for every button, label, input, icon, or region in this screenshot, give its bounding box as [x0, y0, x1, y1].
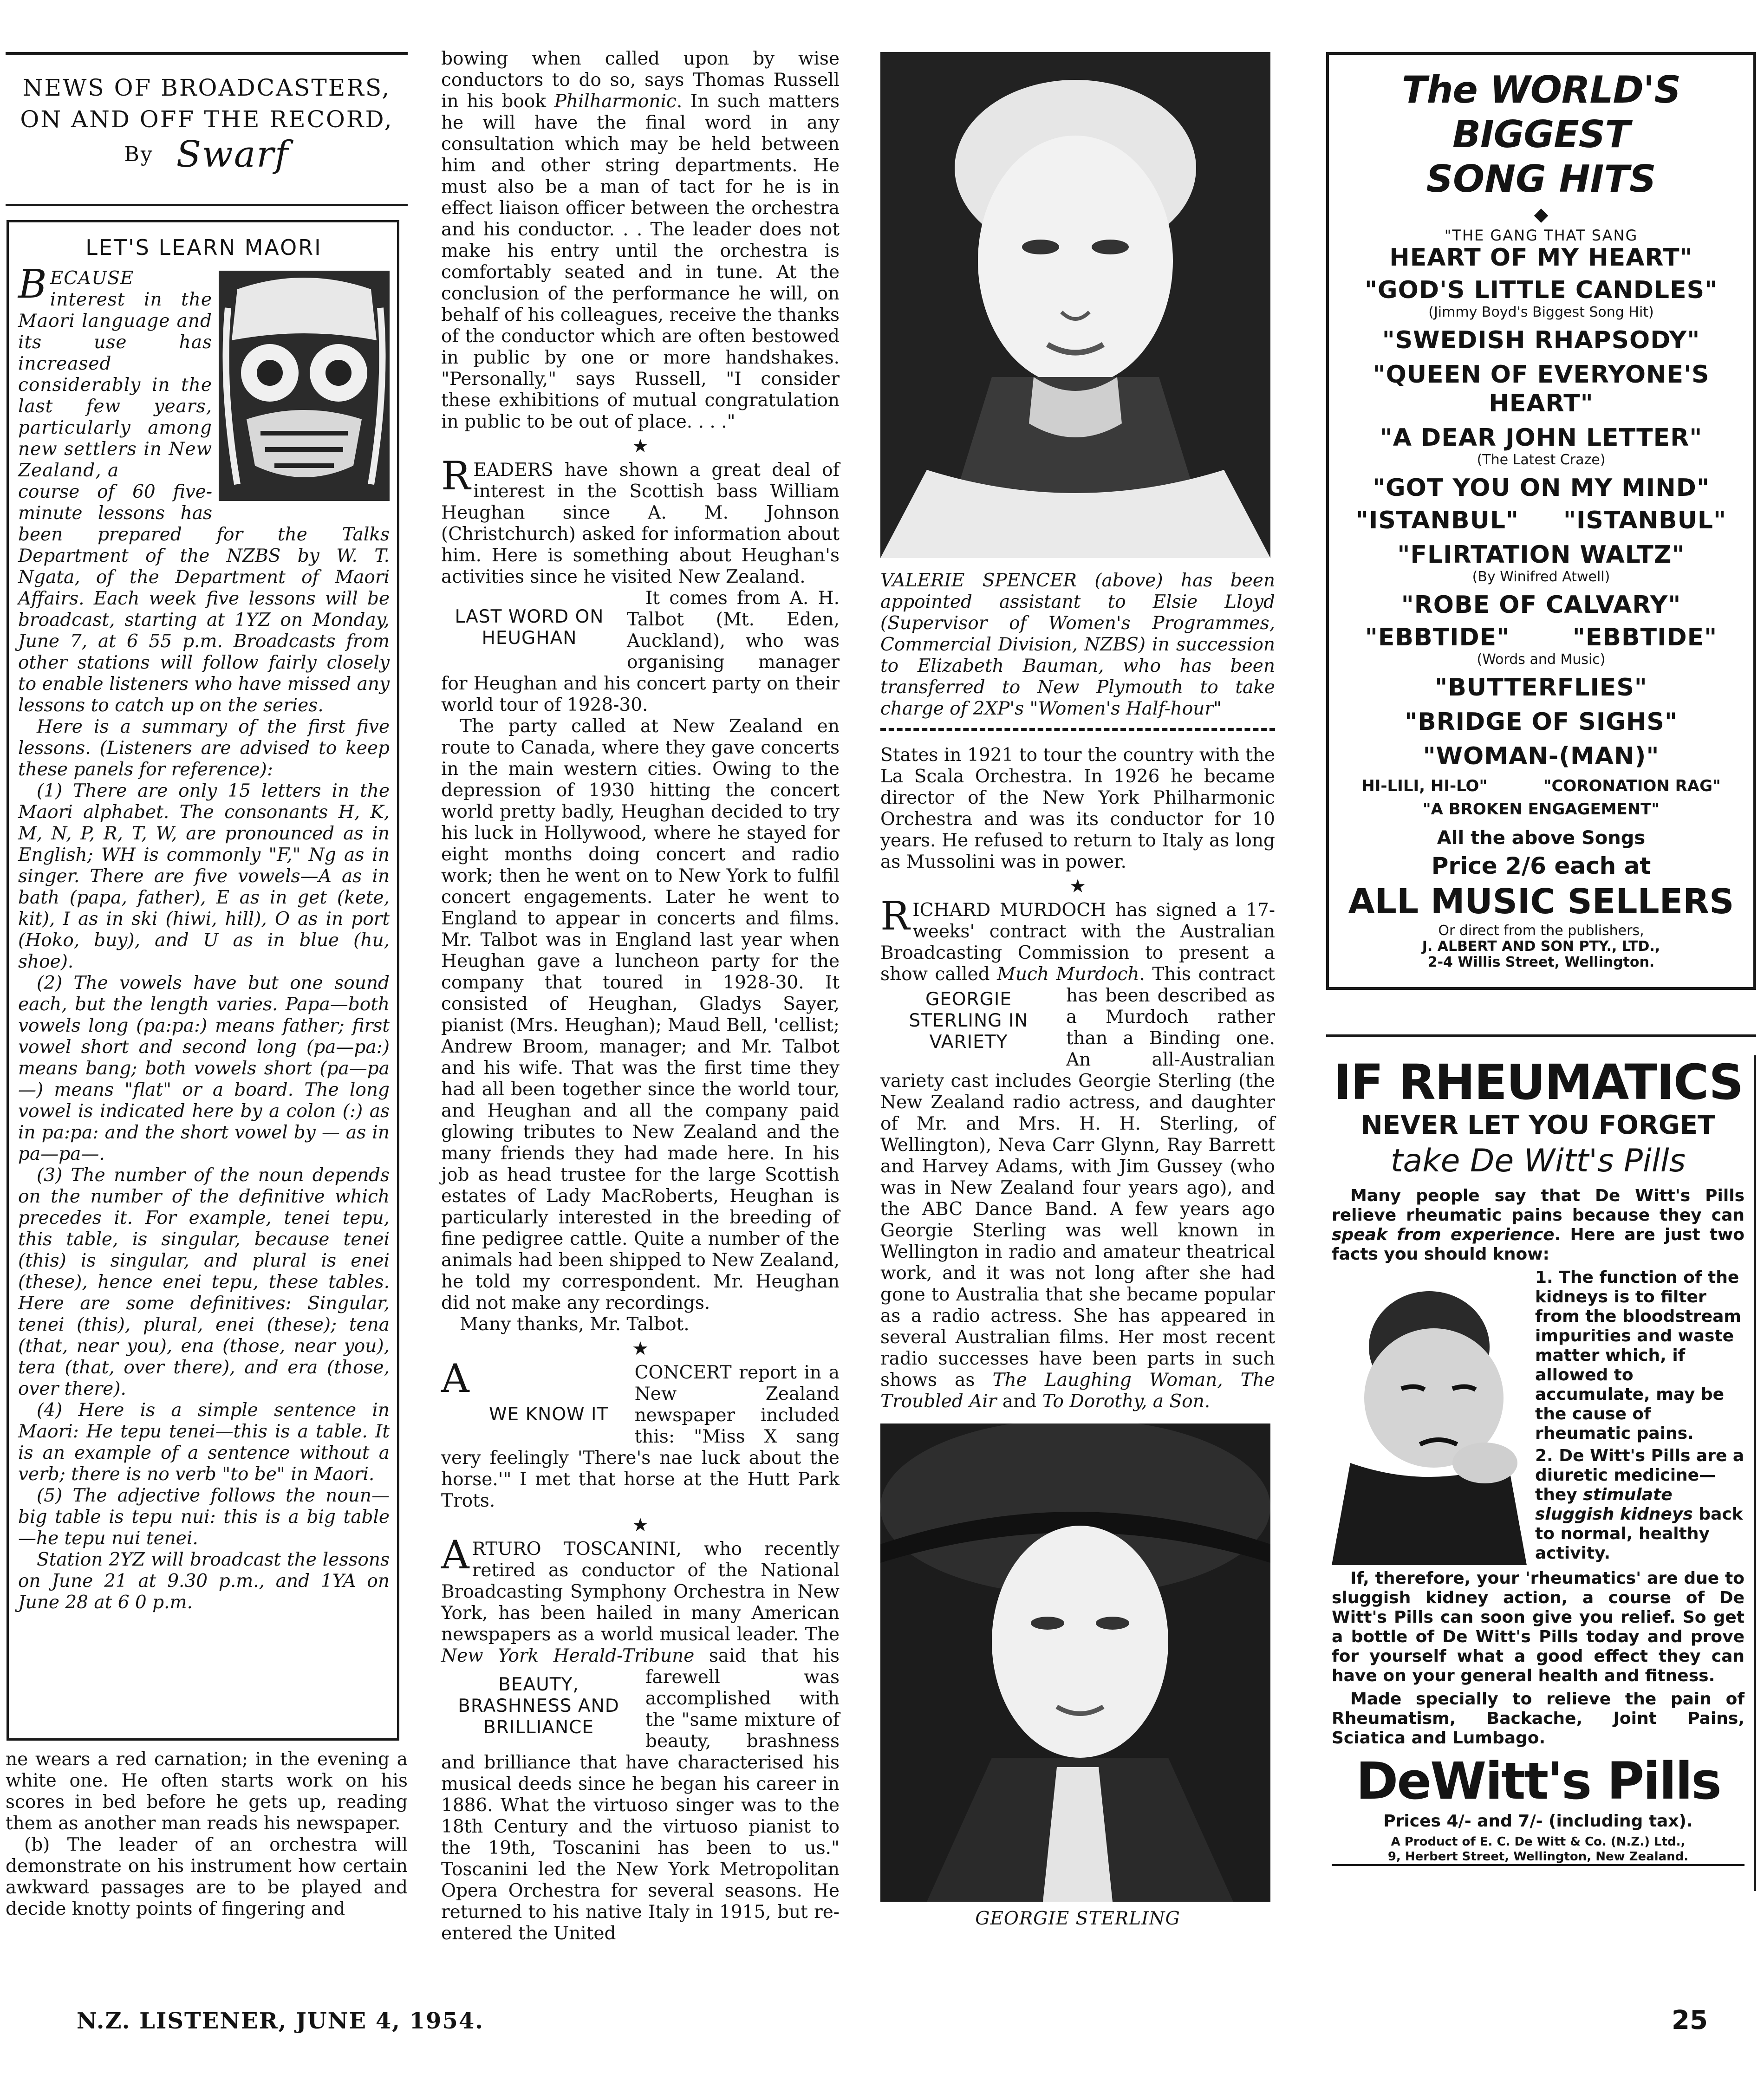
maori-carving [219, 271, 390, 501]
pills-prices: Prices 4/- and 7/- (including tax). [1383, 1812, 1693, 1831]
song-gang: "THE GANG THAT SANG [1444, 227, 1638, 244]
maori-lesson-3: (3) The number of the noun depends on the number of the definitive which precedes it. For example, tenei tepu, this table, is singular, because tenei (this) is singular, and plural is enei (these), hence enei tepu, these tables. Here are some definitives: Singular, tenei (this), plural, enei (these); tena (that, near you), ena (those, near you), tera (that, over there), and era (those, over there). [18, 1165, 390, 1399]
heughan-p1-text: EADERS have shown a great deal of interest in the Scottish bass William Heughan since A. M. Johnson (Christchurch) asked for information about him. Here is something about Heughan's activities since he visited New Zealand. [441, 460, 840, 587]
maori-intro-rest: course of 60 five-minute lessons has been prepared for the Talks Department of the NZBS by W. T. Ngata, of the Department of Maori Affairs. Each week five lessons will be broadcast, starting at 1YZ on Monday, June 7, at 6 55 p.m. Broadcasts from other stations will follow fairly closely to enable listeners who have missed any lessons to catch up on the series. [18, 481, 390, 716]
heughan-item [441, 453, 840, 1335]
georgie-sterling-photo [880, 1424, 1270, 1902]
pills-headline-1: IF RHEUMATICS [1333, 1055, 1743, 1111]
heughan-p3: The party called at New Zealand en route to Canada, where they gave concerts in the main western cities. Owing to the depression of 1930 hitting the concert world pretty badly, Heughan decided to try his luck in Hollywood, where he stayed for eight months doing concert and radio work; then he went on to New York to fulfil concert engagements. Later he went to England to appear in concerts and films. Mr. Talbot was in England last year when Heughan gave a luncheon party for the company that toured in 1928-30. It consisted of Heughan, Gladys Sayer, pianist (Mrs. Heughan); Maud Bell, 'cellist; Andrew Broom, manager; and Mr. Talbot and his wife. That was the first time they had all been together since the world tour, and Heughan and all the company paid glowing tributes to New Zealand and the many friends they had made here. In his job as head trustee for the large Scottish estates of Lady MacRoberts, Heughan is particularly interested in the breeding of fine pedigree cattle. Quite a number of the animals had been shipped to New Zealand, he told my correspondent. Mr. Heughan did not make any recordings. [441, 716, 840, 1313]
pills-intro [1332, 1186, 1744, 1264]
song-flirtation-sub: (By Winifred Atwell) [1472, 569, 1610, 585]
header-line-1: NEWS OF BROADCASTERS, [22, 74, 391, 101]
murdoch-item [880, 893, 1275, 1412]
song-bridge: "BRIDGE OF SIGHS" [1405, 708, 1678, 736]
pills-p3: If, therefore, your 'rheumatics' are due to sluggish kidney action, a course of De Witt's Pills can soon give you relief. So get a bottle of De Witt's Pills today and prove for yourself what a good effect they can have on your general health and fitness. [1332, 1569, 1744, 1685]
col1-bottom-p1: ne wears a red carnation; in the evening a white one. He often starts work on his scores in bed before he gets up, reading them as another man reads his newspaper. [6, 1749, 408, 1834]
murdoch-and: and [996, 1391, 1042, 1412]
col1-bottom-p2: (b) The leader of an orchestra will demonstrate on his instrument how certain awkward passages are to be played and decide knotty points of fingering and [6, 1834, 408, 1919]
concert-p1 [441, 1356, 840, 1512]
murdoch-last-show: To Dorothy, a Son. [1042, 1391, 1211, 1412]
toscanini-text-a: RTURO TOSCANINI, who recently retired as conductor of the National Broadcasting Symphony Orchestra in New York, has been hailed in many American newspapers as a world musical leader. The [441, 1539, 840, 1645]
song-swedish: "SWEDISH RHAPSODY" [1382, 326, 1700, 354]
maori-carving-image [219, 271, 390, 501]
star-divider: ★ [632, 436, 649, 457]
pills-fact-2-b: back to normal, healthy activity. [1535, 1505, 1743, 1563]
song-queen-1: "QUEEN OF EVERYONE'S [1373, 361, 1710, 389]
star-divider: ★ [632, 1338, 649, 1359]
song-butterflies: "BUTTERFLIES" [1435, 674, 1647, 702]
concert-drop-letter: A [441, 1356, 469, 1401]
maori-intro-text: ECAUSE interest in the Maori language and its use has increased considerably in the last few years, particularly among new settlers in New Zealand, a [18, 268, 212, 481]
page-number: 25 [1672, 2005, 1708, 2035]
leader-book-title: Philharmonic [554, 91, 677, 112]
pills-illustration [1332, 1268, 1527, 1565]
song-ebbtide [1334, 623, 1749, 652]
dewitts-ad [1326, 1055, 1756, 1891]
georgie-sterling-portrait [880, 1424, 1270, 1902]
concert-item [441, 1356, 840, 1512]
sterling-caption: GEORGIE STERLING [975, 1908, 1180, 1929]
maori-station: Station 2YZ will broadcast the lessons on June 21 at 9.30 p.m., and 1YA on June 28 at 6 0 p.m. [18, 1549, 390, 1613]
song-price: Price 2/6 each at [1431, 852, 1651, 879]
heughan-side-head: LAST WORD ON HEUGHAN [455, 606, 604, 649]
heughan-p1 [441, 453, 840, 588]
song-address: 2-4 Willis Street, Wellington. [1427, 954, 1655, 970]
pills-intro-a: Many people say that De Witt's Pills relieve rheumatic pains because they can [1332, 1186, 1744, 1225]
song-woman: "WOMAN-(MAN)" [1423, 742, 1660, 770]
song-coronation: "CORONATION RAG" [1543, 777, 1721, 795]
valerie-spencer-portrait [880, 52, 1270, 558]
song-dear-john-sub: (The Latest Craze) [1477, 452, 1606, 468]
song-ebbtide-2: "EBBTIDE" [1572, 624, 1718, 651]
toscanini-side-head: BEAUTY, BRASHNESS AND BRILLIANCE [458, 1674, 619, 1738]
concert-text: CONCERT report in a New Zealand newspaper included this: "Miss X sang very feelingly 'There's nae luck about the horse.'" I met that horse at the Hutt Park Trots. [441, 1362, 840, 1511]
column-4 [1322, 52, 1764, 1891]
song-istanbul-1: "ISTANBUL" [1355, 507, 1519, 534]
song-broken: "A BROKEN ENGAGEMENT" [1422, 800, 1660, 819]
toscanini-item [441, 1532, 840, 1944]
song-robe: "ROBE OF CALVARY" [1401, 591, 1681, 619]
maori-summary: Here is a summary of the first five lessons. (Listeners are advised to keep these panels for reference): [18, 716, 390, 780]
pills-product-1: A Product of E. C. De Witt & Co. (N.Z.) Ltd., [1391, 1835, 1686, 1849]
heughan-drop-letter: R [441, 453, 471, 499]
maori-box [7, 220, 399, 1741]
song-istanbul [1334, 506, 1749, 535]
maori-lesson-2: (2) The vowels have but one sound each, but the length varies. Papa—both vowels long (pa:pa:) means father; first vowel short and second long (pa—pa:) means bang; both vowels short (pa—pa—) means "flat" or a board. The long vowel is indicated here by a colon (:) as in pa:pa: and the short vowel by — as in pa—pa—. [18, 973, 390, 1164]
toscanini-continued: States in 1921 to tour the country with the La Scala Orchestra. In 1926 he became director of the New York Philharmonic Orchestra and was its conductor for 10 years. He refused to return to Italy as long as Mussolini was in power. [880, 745, 1275, 872]
song-hits-ad [1326, 52, 1756, 990]
heughan-p2: It comes from A. H. Talbot (Mt. Eden, Auckland), who was organising manager for Heughan and his concert party on their world tour of 1928-30. [441, 588, 840, 715]
heughan-thanks: Many thanks, Mr. Talbot. [460, 1314, 690, 1335]
murdoch-shows: The Laughing Woman, The Troubled Air [880, 1370, 1275, 1412]
spencer-caption: VALERIE SPENCER (above) has been appointed assistant to Elsie Lloyd (Supervisor of Women's Programmes, Commercial Division, NZBS) in succession to Elizabeth Bauman, who has been transferred to New Plymouth to take charge of 2XP's "Women's Half-hour" [880, 570, 1275, 719]
concert-side-head: WE KNOW IT [489, 1404, 609, 1425]
song-ad-title-1: The WORLD'S BIGGEST [1402, 68, 1680, 156]
wavy-rule [880, 728, 1275, 735]
song-candles: "GOD'S LITTLE CANDLES" [1364, 276, 1718, 304]
murdoch-text-b: . This contract has been described as a Murdoch rather than a Binding one. An all-Australian variety cast includes Georgie Sterling (the New Zealand radio actress, and daughter of Mr. and Mrs. H. H. Sterling, of Wellington), Neva Carr Glynn, Ray Barrett and Harvey Adams, with Jim Gussey (who was in New Zealand four years ago), and the ABC Dance Band. A few years ago Georgie Sterling was well known in Wellington in radio and amateur theatrical work, and it was not long after she had gone to Australia that she became popular as a radio actress. She has appeared in several Australian films. Her most recent radio successes have been parts in such shows as [880, 964, 1275, 1391]
song-dear-john: "A DEAR JOHN LETTER" [1380, 424, 1703, 452]
song-queen-2: HEART" [1489, 390, 1594, 417]
song-my-mind: "GOT YOU ON MY MIND" [1372, 474, 1710, 502]
leader-text-b: . In such matters he will have the final word in any consultation which may be held between him and other string departments. He must also be a man of tact for he is in effect liaison officer between the orchestra and his conductor. . . The leader does not make his entry until the orchestra is comfortably seated and in tune. At the conclusion of the performance he will, on behalf of his colleagues, receive the thanks of the conductor which are often bestowed in public by one or more handshakes. "Personally," says Russell, "I consider these exhibitions of mutual congratulation in public to be out of place. . . ." [441, 91, 840, 432]
pills-product-2: 9, Herbert Street, Wellington, New Zealand. [1332, 1849, 1744, 1866]
pills-intro-em: speak from experience [1332, 1225, 1555, 1244]
maori-drop-letter: B [18, 261, 47, 307]
pills-fact-1: 1. The function of the kidneys is to filter from the bloodstream impurities and waste matter which, if allowed to accumulate, may be the cause of rheumatic pains. [1535, 1268, 1741, 1443]
maori-lesson-4: (4) Here is a simple sentence in Maori: He tepu tenei—this is a table. It is an example of a sentence without a verb; there is no verb "to be" in Maori. [18, 1400, 390, 1485]
pills-intro-b: . Here are just two facts you should know: [1332, 1225, 1744, 1264]
song-ebbtide-sub: (Words and Music) [1477, 651, 1606, 668]
header-rule [6, 204, 408, 206]
column-3 [880, 52, 1275, 1930]
song-heart: HEART OF MY HEART" [1389, 244, 1693, 272]
pills-headline-3: take De Witt's Pills [1390, 1143, 1686, 1179]
leader-text-a: bowing when called upon by wise conductors to do so, says Thomas Russell in his book [441, 48, 840, 112]
maori-lesson-5: (5) The adjective follows the noun—big table is tepu nui: this is a big table—he tepu nui tenei. [18, 1485, 390, 1549]
toscanini-text-b: said that his farewell was accomplished with the "same mixture of beauty, brashness and brilliance that have characterised his musical deeds since he began his career in 1886. What the virtuoso singer was to the 18th Century and the virtuoso pianist to the 19th, Toscanini has been to us." Toscanini led the New York Metropolitan Opera Orchestra for several seasons. He returned to his native Italy in 1915, but re-entered the United [441, 1645, 840, 1944]
pills-fact-2-em: stimulate sluggish kidneys [1535, 1485, 1693, 1524]
song-row-hilili [1334, 774, 1749, 798]
murdoch-show-title: Much Murdoch [996, 964, 1139, 985]
leader-continued [441, 48, 840, 433]
murdoch-p1 [880, 893, 1275, 1412]
song-candles-sub: (Jimmy Boyd's Biggest Song Hit) [1428, 304, 1654, 320]
song-hilili: HI-LILI, HI-LO" [1361, 777, 1488, 795]
maori-title: LET'S LEARN MAORI [85, 235, 322, 260]
toscanini-paper: New York Herald-Tribune [441, 1645, 695, 1666]
song-ebbtide-1: "EBBTIDE" [1365, 624, 1510, 651]
song-ad-title-2: SONG HITS [1426, 157, 1656, 201]
pills-p4: Made specially to relieve the pain of Rheumatism, Backache, Joint Pains, Sciatica and Lumbago. [1332, 1690, 1744, 1748]
toscanini-p1 [441, 1532, 840, 1944]
maori-lesson-1: (1) There are only 15 letters in the Maori alphabet. The consonants H, K, M, N, P, R, T, W, are pronounced as in English; WH is commonly "F," Ng as in singer. There are five vowels—A as in bath (papa, father), E as in get (kete, kit), I as in ski (hiwi, hill), O as in port (Hoko, buy), and U as in blue (hu, shoe). [18, 780, 390, 972]
song-all-songs: All the above Songs [1437, 827, 1646, 849]
song-istanbul-2: "ISTANBUL" [1563, 507, 1727, 534]
signature: Swarf [176, 134, 289, 176]
footer [0, 2005, 1764, 2045]
murdoch-text-a: ICHARD MURDOCH has signed a 17-weeks' contract with the Australian Broadcasting Commission to present a show called [880, 900, 1275, 985]
pills-fact-2-a: 2. De Witt's Pills are a diuretic medicine—they [1535, 1446, 1744, 1504]
column-header [6, 72, 408, 182]
murdoch-side-head: GEORGIE STERLING IN VARIETY [909, 989, 1028, 1053]
pills-headline-2: NEVER LET YOU FORGET [1360, 1110, 1716, 1140]
song-direct: Or direct from the publishers, [1438, 923, 1644, 939]
pills-brand: DeWitt's Pills [1356, 1751, 1720, 1811]
column-2 [441, 48, 840, 1944]
column-1 [6, 0, 408, 1920]
footer-publication: N.Z. LISTENER, JUNE 4, 1954. [77, 2008, 484, 2034]
star-divider: ★ [632, 1514, 649, 1536]
song-sellers: ALL MUSIC SELLERS [1348, 882, 1734, 922]
song-flirtation: "FLIRTATION WALTZ" [1397, 541, 1685, 569]
top-rule [6, 52, 408, 55]
diamond-icon: ◆ [1534, 204, 1549, 225]
rheumatic-man-illustration [1332, 1268, 1527, 1565]
murdoch-drop-letter: R [880, 893, 910, 939]
song-publisher: J. ALBERT AND SON PTY., LTD., [1422, 938, 1660, 955]
valerie-spencer-photo [880, 52, 1270, 558]
toscanini-drop-letter: A [441, 1532, 469, 1578]
header-line-2: ON AND OFF THE RECORD, [20, 106, 393, 133]
byline: By [124, 143, 154, 166]
star-divider: ★ [1069, 876, 1086, 897]
ad-separator [1326, 1034, 1756, 1037]
